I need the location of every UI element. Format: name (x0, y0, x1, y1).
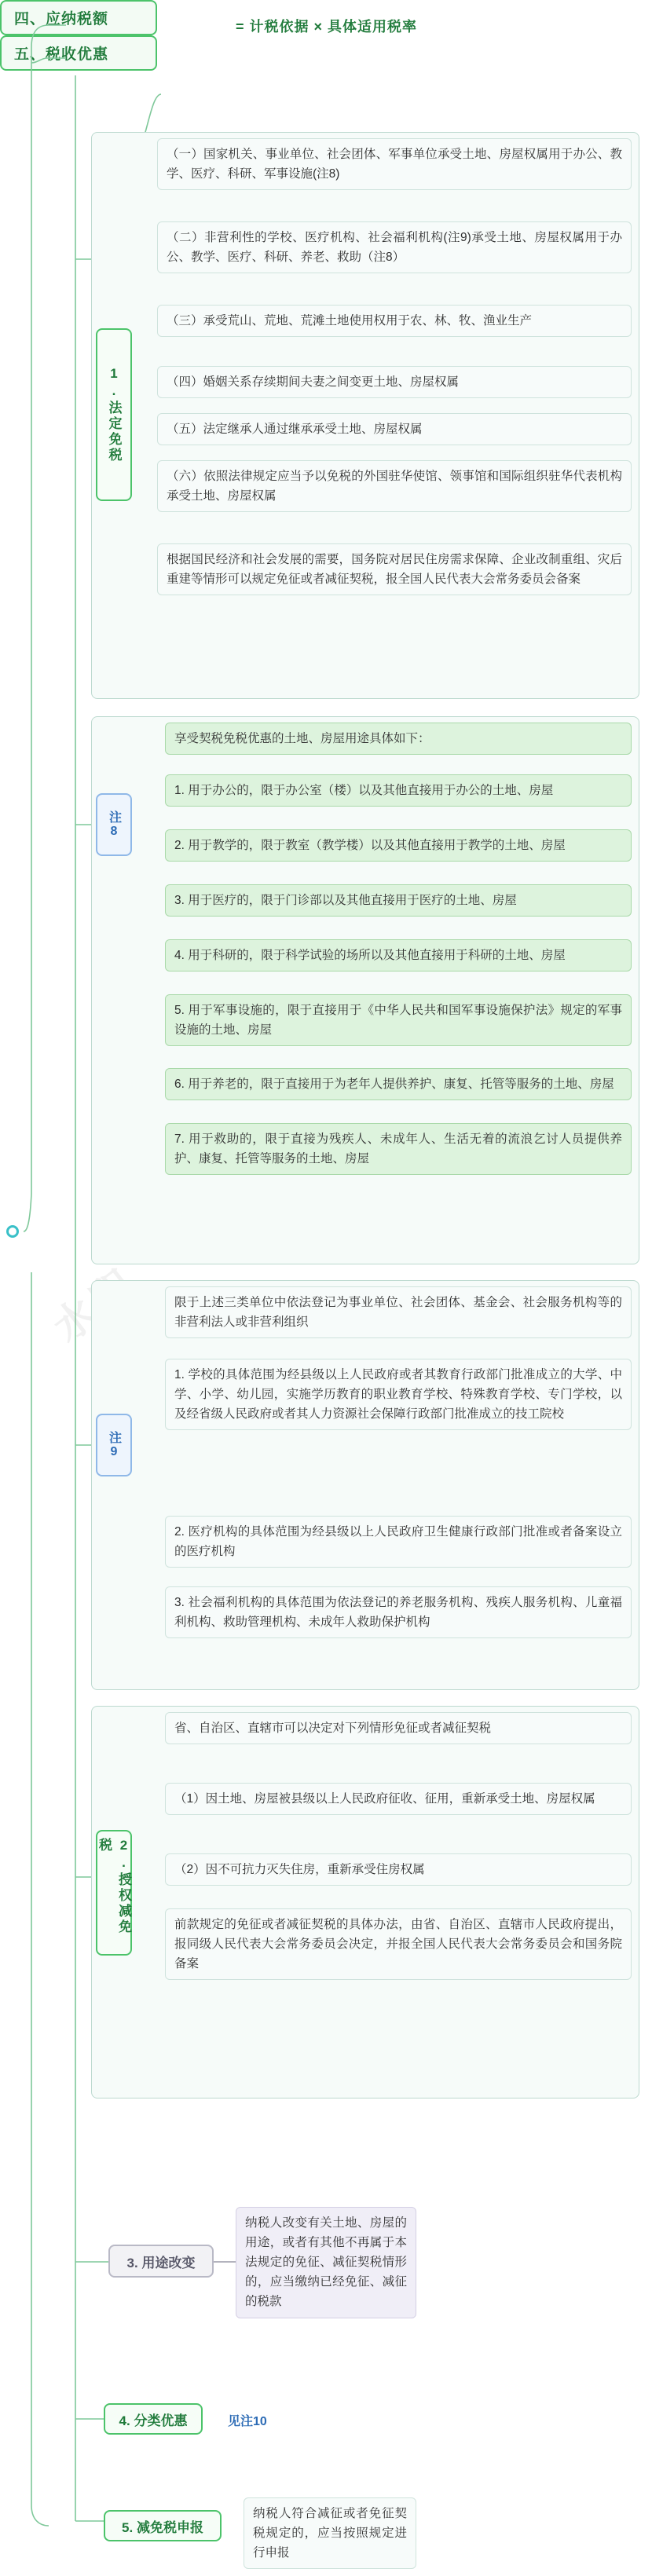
tab-classified-benefit[interactable] (104, 2403, 203, 2435)
statutory-item-4: （四）婚姻关系存续期间夫妻之间变更土地、房屋权属 (157, 366, 632, 398)
tab-statutory-exemption[interactable] (96, 328, 132, 501)
header-section-5-label: 五、税收优惠 (14, 46, 109, 63)
note8-item-7: 7. 用于救助的，限于直接为残疾人、未成年人、生活无着的流浪乞讨人员提供养护、康复、托管等服务的土地、房屋 (165, 1123, 632, 1175)
use-change-content: 纳税人改变有关土地、房屋的用途，或者有其他不再属于本法规定的免征、减征契税情形的，应当缴纳已经免征、减征的税款 (236, 2207, 416, 2318)
note8-item-3: 3. 用于医疗的，限于门诊部以及其他直接用于医疗的土地、房屋 (165, 884, 632, 917)
authorized-tail: 前款规定的免征或者减征契税的具体办法，由省、自治区、直辖市人民政府提出，报同级人民代表大会常务委员会决定，并报全国人民代表大会常务委员会和国务院备案 (165, 1908, 632, 1980)
watermark-badge (6, 1225, 19, 1238)
tab-note8[interactable] (96, 793, 132, 856)
tab-authorized-reduction[interactable] (96, 1830, 132, 1956)
statutory-item-7: 根据国民经济和社会发展的需要，国务院对居民住房需求保障、企业改制重组、灾后重建等情形可以规定免征或者减征契税，报全国人民代表大会常务委员会备案 (157, 543, 632, 595)
authorized-intro: 省、自治区、直辖市可以决定对下列情形免征或者减征契税 (165, 1712, 632, 1744)
note8-item-1: 1. 用于办公的，限于办公室（楼）以及其他直接用于办公的土地、房屋 (165, 774, 632, 807)
benefit-declaration-content: 纳税人符合减征或者免征契税规定的，应当按照规定进行申报 (244, 2497, 416, 2569)
statutory-item-5: （五）法定继承人通过继承承受土地、房屋权属 (157, 413, 632, 445)
formula-text: = 计税依据 × 具体适用税率 (236, 19, 418, 35)
note9-item-2: 2. 医疗机构的具体范围为经县级以上人民政府卫生健康行政部门批准或者备案设立的医疗机构 (165, 1516, 632, 1568)
authorized-item-2: （2）因不可抗力灭失住房，重新承受住房权属 (165, 1853, 632, 1886)
note8-intro: 享受契税免税优惠的土地、房屋用途具体如下： (165, 723, 632, 755)
statutory-item-3: （三）承受荒山、荒地、荒滩土地使用权用于农、林、牧、渔业生产 (157, 305, 632, 337)
tab-benefit-declaration[interactable] (104, 2510, 222, 2541)
tab-statutory-exemption-label: 1.法定免税 (106, 366, 122, 463)
tab-authorized-reduction-label: 2.授权减免税 (97, 1838, 131, 1935)
tab-benefit-declaration-label: 5. 减免税申报 (122, 2519, 203, 2535)
statutory-item-2: （二）非营利性的学校、医疗机构、社会福利机构(注9)承受土地、房屋权属用于办公、教学、医疗、科研、养老、救助（注8） (157, 221, 632, 273)
classified-benefit-ref[interactable]: 见注10 (228, 2415, 267, 2428)
note8-item-4: 4. 用于科研的，限于科学试验的场所以及其他直接用于科研的土地、房屋 (165, 939, 632, 971)
note8-item-5: 5. 用于军事设施的，限于直接用于《中华人民共和国军事设施保护法》规定的军事设施的土地、房屋 (165, 994, 632, 1046)
note8-item-2: 2. 用于教学的，限于教室（教学楼）以及其他直接用于教学的土地、房屋 (165, 829, 632, 862)
note8-item-6: 6. 用于养老的，限于直接用于为老年人提供养护、康复、托管等服务的土地、房屋 (165, 1068, 632, 1100)
header-section-4-label: 四、应纳税额 (14, 11, 109, 27)
tab-note8-label: 注8 (107, 810, 121, 840)
authorized-group (91, 1706, 639, 2098)
tab-note9[interactable] (96, 1414, 132, 1476)
tab-note9-label: 注9 (107, 1430, 121, 1460)
authorized-item-1: （1）因土地、房屋被县级以上人民政府征收、征用，重新承受土地、房屋权属 (165, 1783, 632, 1815)
header-section-5 (0, 35, 157, 71)
note9-intro: 限于上述三类单位中依法登记为事业单位、社会团体、基金会、社会服务机构等的非营利法人或非营利组织 (165, 1286, 632, 1338)
tab-classified-benefit-label: 4. 分类优惠 (119, 2413, 188, 2428)
tab-use-change-label: 3. 用途改变 (126, 2255, 196, 2270)
statutory-item-1: （一）国家机关、事业单位、社会团体、军事单位承受土地、房屋权属用于办公、教学、医疗、科研、军事设施(注8) (157, 138, 632, 190)
tab-use-change[interactable] (108, 2245, 214, 2278)
note9-item-1: 1. 学校的具体范围为经县级以上人民政府或者其教育行政部门批准成立的大学、中学、小学、幼儿园，实施学历教育的职业教育学校、特殊教育学校、专门学校，以及经省级人民政府或者其人力资源社会保障行政部门批准成立的技工院校 (165, 1359, 632, 1430)
note9-item-3: 3. 社会福利机构的具体范围为依法登记的养老服务机构、残疾人服务机构、儿童福利机构、救助管理机构、未成年人救助保护机构 (165, 1586, 632, 1638)
header-section-4 (0, 0, 157, 35)
statutory-item-6: （六）依照法律规定应当予以免税的外国驻华使馆、领事馆和国际组织驻华代表机构承受土地、房屋权属 (157, 460, 632, 512)
